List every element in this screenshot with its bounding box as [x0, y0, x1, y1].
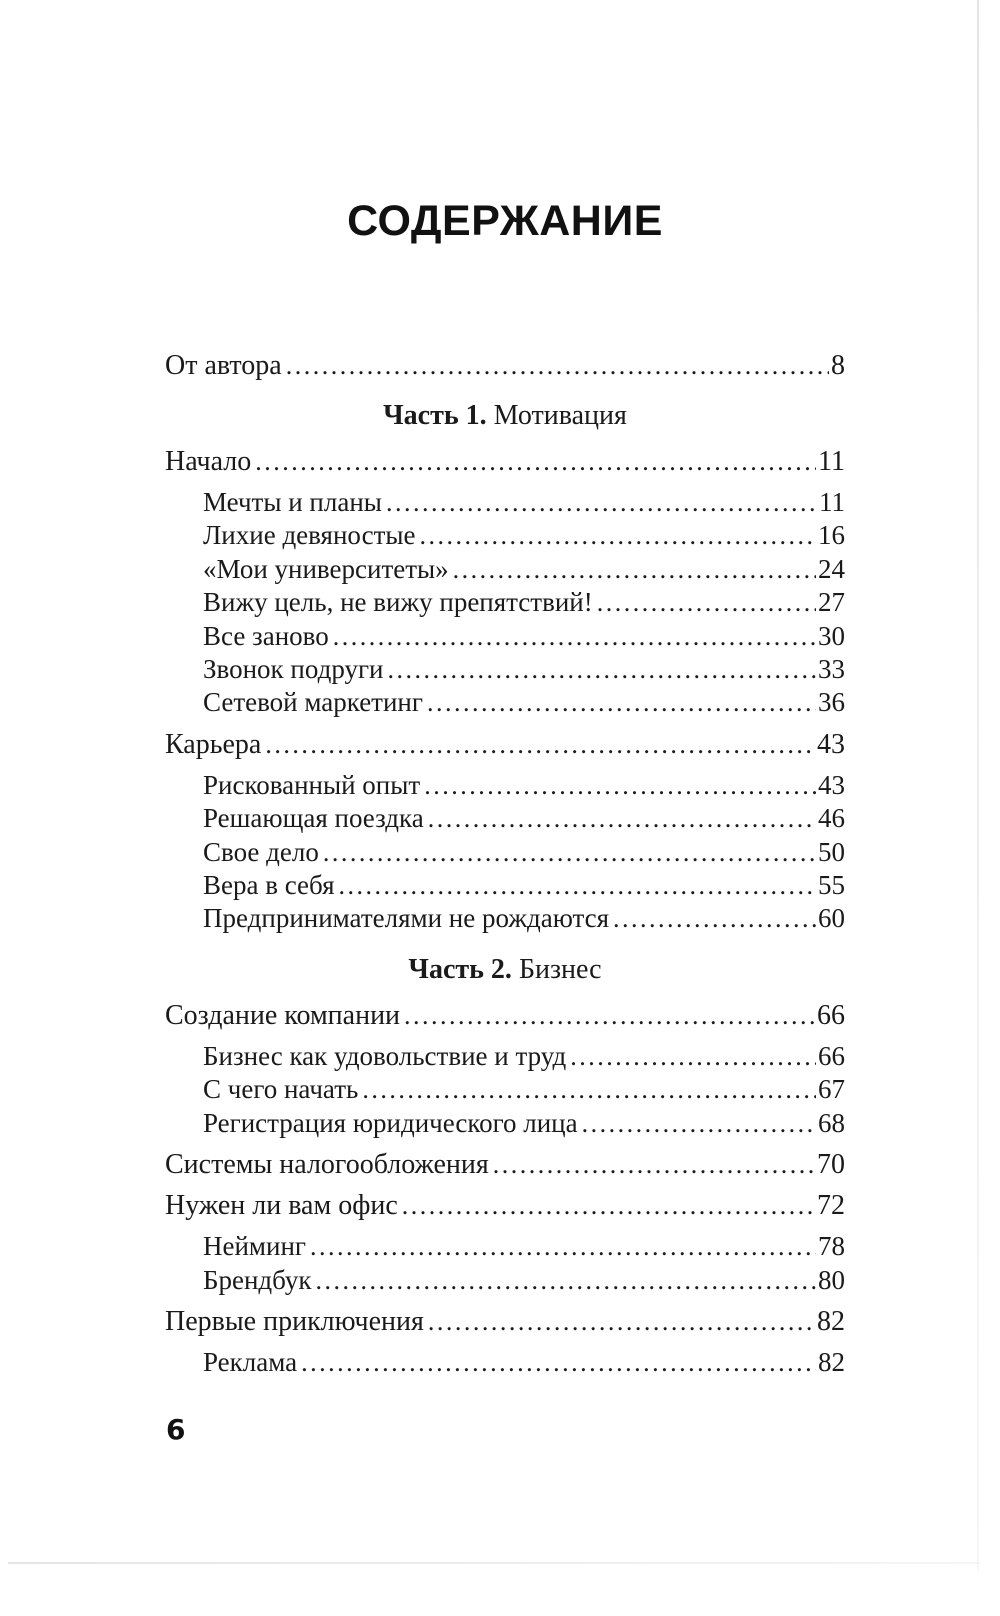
toc-entry-page: 70 [817, 1149, 845, 1181]
toc-entry [165, 686, 845, 719]
dot-leader [597, 586, 816, 619]
toc-entry [165, 620, 845, 653]
toc-entry [165, 586, 845, 619]
toc-entry-label: Брендбук [203, 1264, 312, 1295]
toc-entry-page: 33 [818, 654, 845, 685]
toc-section-heading: Часть 1. Мотивация [383, 400, 627, 431]
toc-entry-label: С чего начать [203, 1074, 359, 1105]
toc-entry-page: 82 [818, 1346, 845, 1377]
toc-entry-label: Первые приключения [165, 1305, 424, 1337]
toc-entry-page: 82 [817, 1305, 845, 1337]
dot-leader [582, 1107, 816, 1140]
toc-entry-label: Рискованный опыт [203, 769, 421, 800]
toc-entry-page: 66 [817, 999, 845, 1031]
page-title: СОДЕРЖАНИЕ [347, 197, 663, 245]
toc-entry-page: 27 [818, 587, 845, 618]
toc-entry [165, 486, 845, 519]
dot-leader [386, 486, 817, 519]
toc-entry-page: 46 [818, 803, 845, 834]
dot-leader [310, 1230, 816, 1263]
toc-entry-page: 66 [818, 1040, 845, 1071]
dot-leader [428, 1305, 815, 1338]
toc-entry [165, 519, 845, 552]
dot-leader [404, 999, 815, 1032]
toc-entry-page: 60 [818, 903, 845, 934]
toc-entry [165, 902, 845, 935]
page-edge-right [977, 0, 979, 1570]
toc-entry [165, 869, 845, 902]
toc-entry-page: 8 [831, 350, 845, 381]
toc-entry [165, 1305, 845, 1338]
toc-entry-page: 43 [818, 769, 845, 800]
toc-entry-label: Лихие девяностые [203, 520, 416, 551]
toc-content [165, 0, 845, 1379]
dot-leader [255, 445, 816, 478]
dot-leader [362, 1073, 816, 1106]
toc-list [165, 349, 845, 1379]
dot-leader [316, 1264, 816, 1297]
page-edge-bottom [8, 1562, 980, 1564]
toc-entry [165, 1040, 845, 1073]
toc-entry-label: Все заново [203, 620, 329, 651]
toc-entry-label: Мечты и планы [203, 487, 382, 517]
toc-entry-page: 78 [818, 1231, 845, 1262]
toc-entry [165, 1230, 845, 1263]
toc-entry-label: Предпринимателями не рождаются [203, 903, 610, 934]
toc-entry-page: 67 [818, 1074, 845, 1105]
toc-entry-page: 30 [818, 620, 845, 651]
toc-entry-page: 80 [818, 1264, 845, 1295]
toc-entry-label: Системы налогообложения [165, 1149, 489, 1181]
toc-entry [165, 999, 845, 1032]
toc-entry-page: 24 [818, 553, 845, 584]
toc-entry [165, 1189, 845, 1222]
toc-entry-page: 36 [818, 687, 845, 718]
toc-entry-label: Регистрация юридического лица [203, 1107, 578, 1138]
toc-entry-label: Свое дело [203, 836, 319, 867]
toc-entry [165, 802, 845, 835]
toc-entry [165, 653, 845, 686]
toc-entry [165, 1073, 845, 1106]
dot-leader [427, 686, 816, 719]
dot-leader [387, 653, 816, 686]
toc-entry-label: Бизнес как удовольствие и труд [203, 1040, 567, 1071]
dot-leader [613, 902, 816, 935]
toc-entry [165, 445, 845, 478]
toc-entry-page: 16 [818, 520, 845, 551]
dot-leader [420, 519, 816, 552]
toc-entry-label: Решающая поездка [203, 803, 424, 834]
toc-entry-label: Карьера [165, 728, 262, 760]
toc-entry-label: «Мои университеты» [203, 553, 449, 584]
dot-leader [428, 802, 816, 835]
toc-entry [165, 349, 845, 382]
toc-entry [165, 836, 845, 869]
toc-entry-page: 11 [819, 487, 845, 517]
dot-leader [301, 1346, 816, 1379]
toc-entry [165, 1264, 845, 1297]
toc-entry-label: От автора [165, 350, 282, 381]
toc-entry [165, 769, 845, 802]
toc-entry-label: Сетевой маркетинг [203, 687, 423, 718]
toc-entry-page: 50 [818, 836, 845, 867]
dot-leader [424, 769, 816, 802]
toc-entry [165, 553, 845, 586]
toc-entry-page: 72 [817, 1190, 845, 1222]
toc-entry-label: Вижу цель, не вижу препятствий! [203, 587, 593, 618]
dot-leader [265, 728, 815, 761]
toc-section-heading: Часть 2. Бизнес [408, 953, 602, 985]
toc-entry-label: Создание компании [165, 999, 401, 1031]
toc-entry-label: Нейминг [203, 1231, 306, 1262]
toc-entry-label: Начало [165, 446, 252, 477]
toc-entry [165, 1148, 845, 1181]
toc-entry-page: 55 [818, 870, 845, 901]
toc-entry-label: Вера в себя [203, 870, 335, 901]
toc-entry-page: 68 [818, 1107, 845, 1138]
dot-leader [323, 836, 816, 869]
toc-section-number: Часть 2. [408, 953, 512, 985]
toc-entry-page: 11 [818, 446, 845, 477]
dot-leader [493, 1148, 815, 1181]
dot-leader [453, 553, 816, 586]
toc-entry-label: Звонок подруги [203, 654, 384, 685]
toc-entry [165, 728, 845, 761]
toc-entry-label: Реклама [203, 1346, 298, 1377]
toc-entry [165, 1107, 845, 1140]
dot-leader [339, 869, 816, 902]
toc-entry-page: 43 [817, 728, 845, 760]
dot-leader [286, 349, 829, 382]
dot-leader [402, 1189, 815, 1222]
toc-entry [165, 1346, 845, 1379]
dot-leader [333, 620, 816, 653]
dot-leader [570, 1040, 816, 1073]
toc-entry-label: Нужен ли вам офис [165, 1190, 398, 1222]
folio-page-number: 6 [166, 1413, 186, 1446]
toc-section-number: Часть 1. [383, 400, 487, 431]
